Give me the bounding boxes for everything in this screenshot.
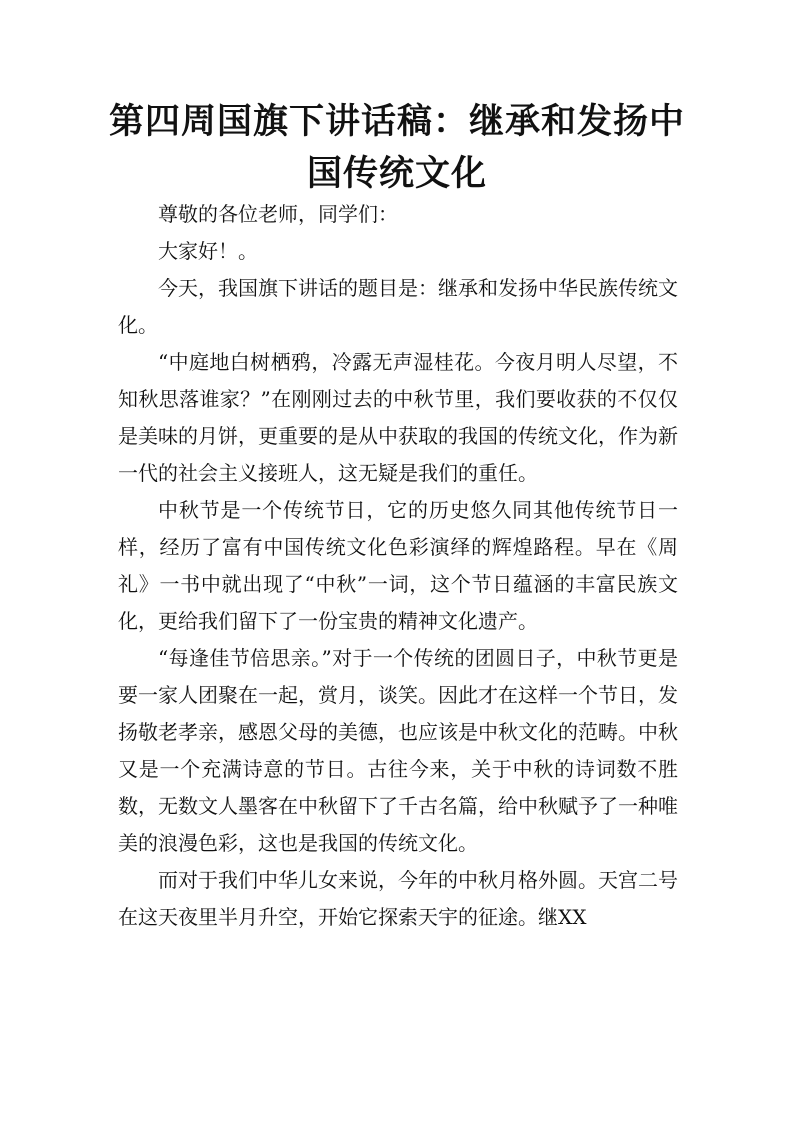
document-title: 第四周国旗下讲话稿：继承和发扬中国传统文化 xyxy=(108,101,685,194)
paragraph-topic: 今天，我国旗下讲话的题目是：继承和发扬中华民族传统文化。 xyxy=(118,276,678,337)
greeting: 大家好！。 xyxy=(158,239,258,263)
document-body xyxy=(118,196,678,936)
paragraph-history: 中秋节是一个传统节日，它的历史悠久同其他传统节日一样，经历了富有中国传统文化色彩演绎的辉煌路程。早在《周礼》一书中就出现了“中秋”一词，这个节日蕴涵的丰富民族文化，更给我们留下了一份宝贵的精神文化遗产。 xyxy=(118,498,678,633)
paragraph-tiangong: 而对于我们中华儿女来说，今年的中秋月格外圆。天宫二号在这天夜里半月升空，开始它探索天宇的征途。继XX xyxy=(118,868,678,929)
paragraph-reunion: “每逢佳节倍思亲。”对于一个传统的团圆日子，中秋节更是要一家人团聚在一起，赏月，谈笑。因此才在这样一个节日，发扬敬老孝亲，感恩父母的美德，也应该是中秋文化的范畴。中秋又是一个充满诗意的节日。古往今来，关于中秋的诗词数不胜数，无数文人墨客在中秋留下了千古名篇，给中秋赋予了一种唯美的浪漫色彩，这也是我国的传统文化。 xyxy=(118,646,678,855)
salutation: 尊敬的各位老师，同学们： xyxy=(158,202,398,226)
paragraph-poem: “中庭地白树栖鸦，冷露无声湿桂花。今夜月明人尽望，不知秋思落谁家？”在刚刚过去的中秋节里，我们要收获的不仅仅是美味的月饼，更重要的是从中获取的我国的传统文化，作为新一代的社会主义接班人，这无疑是我们的重任。 xyxy=(118,350,678,485)
